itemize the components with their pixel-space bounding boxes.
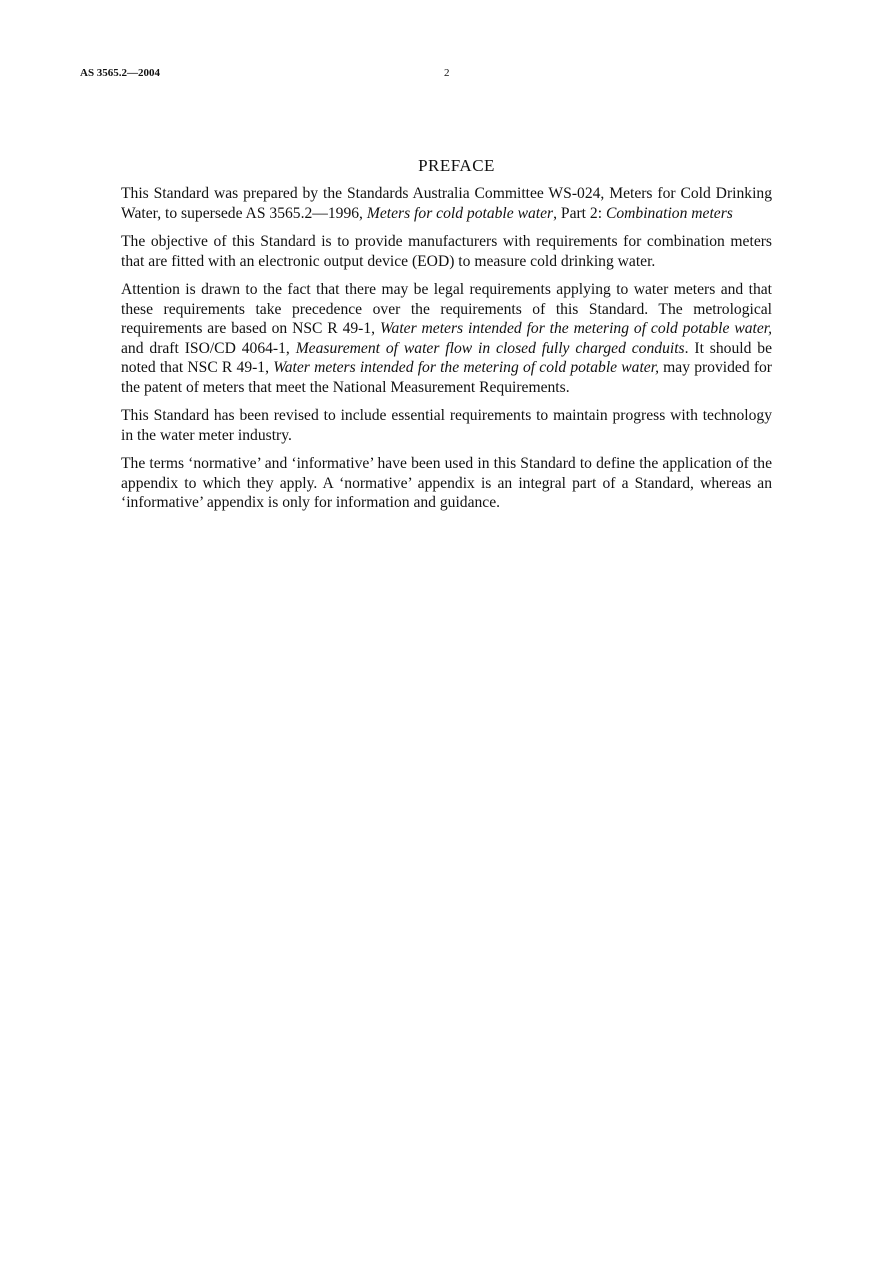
paragraph-legal [121, 280, 772, 397]
preface-section [121, 156, 772, 522]
paragraph-objective [121, 232, 772, 271]
page-title: PREFACE [418, 156, 495, 175]
document-id: AS 3565.2—2004 [80, 67, 161, 79]
paragraph-preparation [121, 184, 772, 223]
italic-title: Water meters intended for the metering of cold potable water, [273, 359, 659, 376]
paragraph-revision [121, 406, 772, 445]
text-span: Attention is drawn to the fact that there may be legal requirements applying to water meters and that these requirements take precedence over the requirements of this Standard. The metrological requirements are based on NSC R 49-1, [121, 281, 772, 337]
text-span: This Standard was prepared by the Standards Australia Committee WS-024, Meters for Cold Drinking Water, to supersede AS 3565.2—1996, [121, 185, 772, 222]
text-span: The terms ‘normative’ and ‘informative’ have been used in this Standard to define the application of the appendix to which they apply. A ‘normative’ appendix is an integral part of a Standard, whereas an ‘informative’ appendix is only for information and guidance. [121, 455, 772, 511]
running-header [80, 67, 812, 85]
italic-title: Water meters intended for the metering of cold potable water, [379, 320, 773, 337]
text-span: . It should be noted that NSC R 49-1, [121, 339, 772, 376]
italic-title: Meters for cold potable water [366, 204, 554, 222]
text-span: The objective of this Standard is to provide manufacturers with requirements for combination meters that are fitted with an electronic output device (EOD) to measure cold drinking water. [121, 233, 772, 270]
italic-title: Combination meters [605, 204, 733, 222]
text-span: may provided for the patent of meters that meet the National Measurement Requirements. [121, 359, 772, 396]
paragraph-terms [121, 454, 772, 513]
text-span: This Standard has been revised to include essential requirements to maintain progress with technology in the water meter industry. [121, 407, 772, 444]
text-span: , Part 2: [553, 204, 606, 222]
page-number: 2 [444, 67, 450, 79]
italic-title: Measurement of water flow in closed fully charged conduits [295, 339, 685, 357]
text-span: and draft ISO/CD 4064-1, [121, 339, 296, 357]
